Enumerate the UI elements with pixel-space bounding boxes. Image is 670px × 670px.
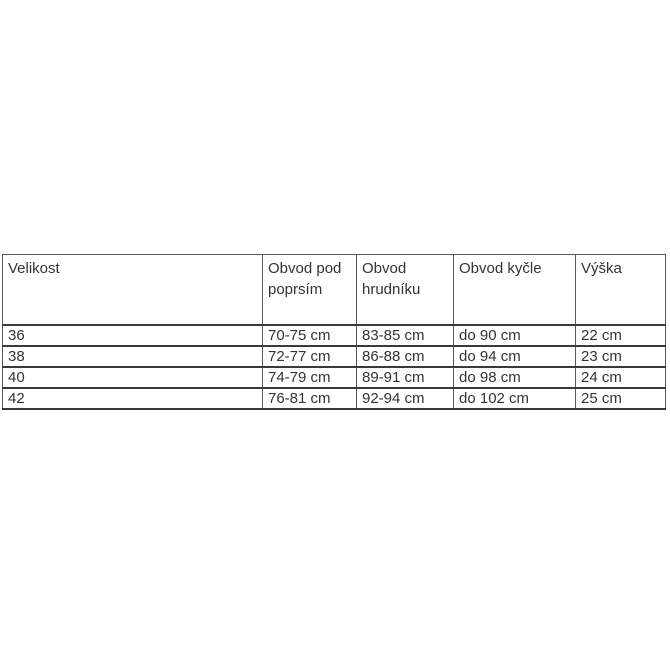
cell-height: 24 cm — [576, 367, 666, 388]
table-row-size-36 — [3, 325, 666, 346]
cell-hip: do 102 cm — [454, 388, 576, 409]
column-header-obvod-kycle: Obvod kyčle — [454, 255, 576, 325]
column-header-obvod-hrudniku: Obvod hrudníku — [357, 255, 454, 325]
table-row-size-40 — [3, 367, 666, 388]
cell-height: 22 cm — [576, 325, 666, 346]
header-row — [3, 255, 666, 325]
size-chart-body — [3, 325, 666, 409]
cell-size: 40 — [3, 367, 263, 388]
cell-underbust: 72-77 cm — [263, 346, 357, 367]
cell-underbust: 70-75 cm — [263, 325, 357, 346]
cell-size: 42 — [3, 388, 263, 409]
cell-hip: do 94 cm — [454, 346, 576, 367]
table-row-size-42 — [3, 388, 666, 409]
column-header-vyska: Výška — [576, 255, 666, 325]
table-row-size-38 — [3, 346, 666, 367]
cell-chest: 83-85 cm — [357, 325, 454, 346]
cell-hip: do 98 cm — [454, 367, 576, 388]
size-chart-table — [2, 254, 666, 410]
column-header-obvod-pod-poprsim: Obvod pod poprsím — [263, 255, 357, 325]
cell-size: 36 — [3, 325, 263, 346]
cell-underbust: 74-79 cm — [263, 367, 357, 388]
size-chart-header — [3, 255, 666, 325]
cell-chest: 86-88 cm — [357, 346, 454, 367]
column-header-velikost: Velikost — [3, 255, 263, 325]
size-chart-container — [2, 254, 666, 410]
cell-chest: 89-91 cm — [357, 367, 454, 388]
cell-underbust: 76-81 cm — [263, 388, 357, 409]
cell-height: 25 cm — [576, 388, 666, 409]
cell-size: 38 — [3, 346, 263, 367]
cell-hip: do 90 cm — [454, 325, 576, 346]
cell-chest: 92-94 cm — [357, 388, 454, 409]
cell-height: 23 cm — [576, 346, 666, 367]
